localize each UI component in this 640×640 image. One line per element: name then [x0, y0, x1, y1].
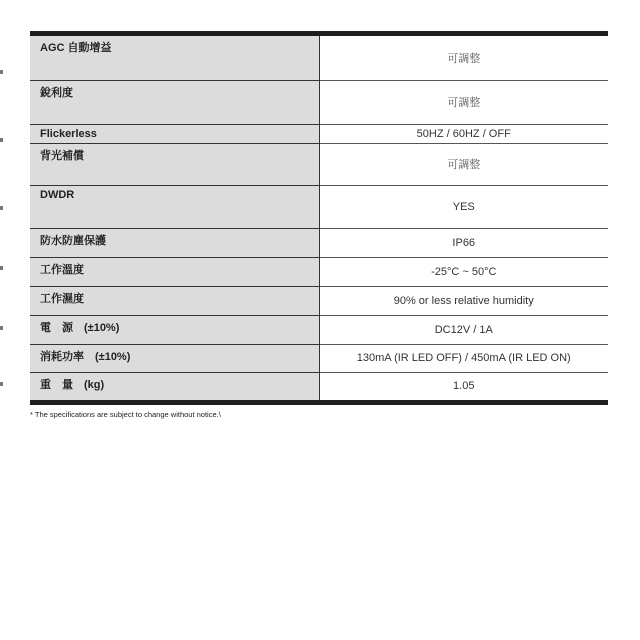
spec-row-ip-rating: [30, 228, 608, 257]
spec-label: 工作溫度: [30, 257, 319, 286]
spec-label: 防水防塵保護: [30, 228, 319, 257]
spec-row-power: [30, 315, 608, 344]
spec-value: 130mA (IR LED OFF) / 450mA (IR LED ON): [319, 344, 608, 372]
spec-value: 1.05: [319, 372, 608, 400]
spec-row-backlight: [30, 143, 608, 185]
footnote: * The specifications are subject to change without notice.\: [30, 410, 221, 419]
spec-value: 可調整: [319, 80, 608, 124]
spec-row-agc: [30, 36, 608, 80]
spec-value: 可調整: [319, 143, 608, 185]
spec-label: DWDR: [30, 185, 319, 228]
spec-value: IP66: [319, 228, 608, 257]
spec-row-flickerless: [30, 124, 608, 143]
spec-label: AGC 自動增益: [30, 36, 319, 80]
spec-value: YES: [319, 185, 608, 228]
spec-label: Flickerless: [30, 124, 319, 143]
spec-value: 50HZ / 60HZ / OFF: [319, 124, 608, 143]
left-edge-marks: [0, 0, 4, 640]
spec-label: 電 源 (±10%): [30, 315, 319, 344]
spec-value: DC12V / 1A: [319, 315, 608, 344]
spec-table: [30, 31, 608, 405]
spec-row-humidity: [30, 286, 608, 315]
spec-label: 工作濕度: [30, 286, 319, 315]
spec-value: 90% or less relative humidity: [319, 286, 608, 315]
bottom-rule: [30, 400, 608, 405]
spec-row-power-consumption: [30, 344, 608, 372]
spec-value: -25°C ~ 50°C: [319, 257, 608, 286]
spec-row-sharpness: [30, 80, 608, 124]
spec-label: 重 量 (kg): [30, 372, 319, 400]
spec-value: 可調整: [319, 36, 608, 80]
spec-row-weight: [30, 372, 608, 400]
spec-label: 銳利度: [30, 80, 319, 124]
spec-row-operating-temp: [30, 257, 608, 286]
spec-label: 背光補償: [30, 143, 319, 185]
spec-label: 消耗功率 (±10%): [30, 344, 319, 372]
spec-row-dwdr: [30, 185, 608, 228]
